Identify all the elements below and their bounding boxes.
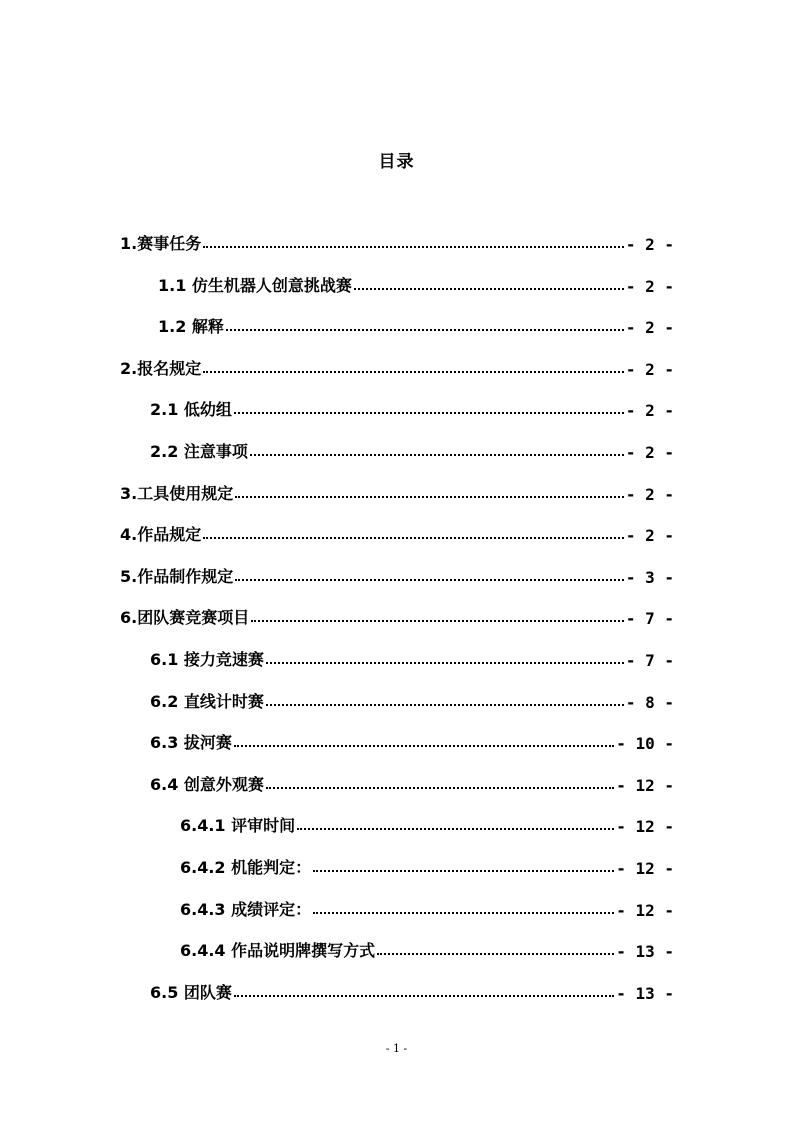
toc-entry[interactable] bbox=[150, 394, 674, 420]
toc-entry-title: 4.作品规定 bbox=[120, 525, 202, 544]
toc-entry-page: - 2 - bbox=[625, 526, 674, 545]
toc-entry-page: - 2 - bbox=[625, 318, 674, 337]
toc-leader-dots bbox=[234, 411, 624, 414]
toc-entry-title: 1.赛事任务 bbox=[120, 234, 202, 253]
toc-entry-page: - 2 - bbox=[625, 443, 674, 462]
toc-leader-dots bbox=[313, 869, 614, 872]
toc-leader-dots bbox=[235, 495, 624, 498]
toc-entry-page: - 12 - bbox=[616, 817, 674, 836]
toc-entry[interactable] bbox=[158, 311, 674, 337]
toc-leader-dots bbox=[266, 703, 624, 706]
toc-entry-page: - 12 - bbox=[616, 776, 674, 795]
toc-leader-dots bbox=[297, 827, 614, 830]
toc-leader-dots bbox=[251, 619, 624, 622]
toc-entry[interactable] bbox=[158, 270, 674, 296]
toc-entry-title: 6.团队赛竞赛项目 bbox=[120, 608, 250, 627]
toc-entry[interactable] bbox=[120, 519, 674, 545]
toc-entry[interactable] bbox=[120, 561, 674, 587]
toc-entry[interactable] bbox=[180, 894, 674, 920]
toc-entry[interactable] bbox=[150, 727, 674, 753]
toc-entry-title: 6.4.3 成绩评定： bbox=[180, 900, 312, 919]
toc-entry[interactable] bbox=[180, 810, 674, 836]
toc-entry-page: - 12 - bbox=[616, 901, 674, 920]
toc-entry[interactable] bbox=[150, 769, 674, 795]
toc-leader-dots bbox=[234, 744, 614, 747]
toc-entry[interactable] bbox=[150, 436, 674, 462]
toc-entry-page: - 7 - bbox=[625, 651, 674, 670]
toc-entry-page: - 10 - bbox=[616, 734, 674, 753]
toc-entry[interactable] bbox=[120, 228, 674, 254]
toc-entry-title: 6.4.4 作品说明牌撰写方式 bbox=[180, 941, 376, 960]
toc-entry-page: - 2 - bbox=[625, 401, 674, 420]
toc-entry[interactable] bbox=[120, 353, 674, 379]
toc-entry[interactable] bbox=[120, 602, 674, 628]
toc-entry-page: - 2 - bbox=[625, 235, 674, 254]
page-title: 目录 bbox=[378, 152, 415, 172]
toc-leader-dots bbox=[250, 453, 624, 456]
toc-entry-title: 6.4.2 机能判定： bbox=[180, 858, 312, 877]
toc-leader-dots bbox=[203, 370, 624, 373]
toc-entry-page: - 3 - bbox=[625, 568, 674, 587]
toc-entry-title: 3.工具使用规定 bbox=[120, 484, 234, 503]
toc-entry[interactable] bbox=[150, 686, 674, 712]
toc-entry-page: - 13 - bbox=[616, 942, 674, 961]
toc-entry-title: 2.2 注意事项 bbox=[150, 442, 248, 461]
toc-entry-page: - 2 - bbox=[625, 485, 674, 504]
toc-entry-title: 6.1 接力竞速赛 bbox=[150, 650, 264, 669]
toc-entry-title: 2.报名规定 bbox=[120, 359, 202, 378]
toc-entry-page: - 2 - bbox=[625, 360, 674, 379]
toc-entry-title: 6.4 创意外观赛 bbox=[150, 775, 264, 794]
toc-entry-page: - 12 - bbox=[616, 859, 674, 878]
toc-entry[interactable] bbox=[150, 644, 674, 670]
toc-entry-page: - 13 - bbox=[616, 984, 674, 1003]
toc-leader-dots bbox=[266, 661, 624, 664]
toc-entry[interactable] bbox=[180, 852, 674, 878]
toc-entry-title: 6.3 拔河赛 bbox=[150, 733, 232, 752]
toc-leader-dots bbox=[266, 786, 614, 789]
toc-leader-dots bbox=[354, 287, 624, 290]
toc-leader-dots bbox=[226, 328, 624, 331]
toc-entry-title: 6.4.1 评审时间 bbox=[180, 816, 296, 835]
page-number: - 1 - bbox=[385, 1042, 408, 1055]
toc-entry[interactable] bbox=[150, 977, 674, 1003]
toc-entry[interactable] bbox=[120, 478, 674, 504]
toc-leader-dots bbox=[235, 578, 624, 581]
toc-entry-page: - 8 - bbox=[625, 693, 674, 712]
toc-entry-title: 1.2 解释 bbox=[158, 317, 224, 336]
toc-entry[interactable] bbox=[180, 935, 674, 961]
toc-entry-title: 6.5 团队赛 bbox=[150, 983, 232, 1002]
toc-entry-title: 5.作品制作规定 bbox=[120, 567, 234, 586]
toc-entry-page: - 2 - bbox=[625, 277, 674, 296]
toc-leader-dots bbox=[203, 245, 624, 248]
toc-leader-dots bbox=[234, 994, 614, 997]
toc-leader-dots bbox=[203, 536, 624, 539]
toc-entry-title: 2.1 低幼组 bbox=[150, 400, 232, 419]
toc-leader-dots bbox=[313, 911, 614, 914]
toc-entry-title: 6.2 直线计时赛 bbox=[150, 692, 264, 711]
toc-entry-page: - 7 - bbox=[625, 609, 674, 628]
toc-leader-dots bbox=[377, 952, 614, 955]
toc-entry-title: 1.1 仿生机器人创意挑战赛 bbox=[158, 276, 352, 295]
